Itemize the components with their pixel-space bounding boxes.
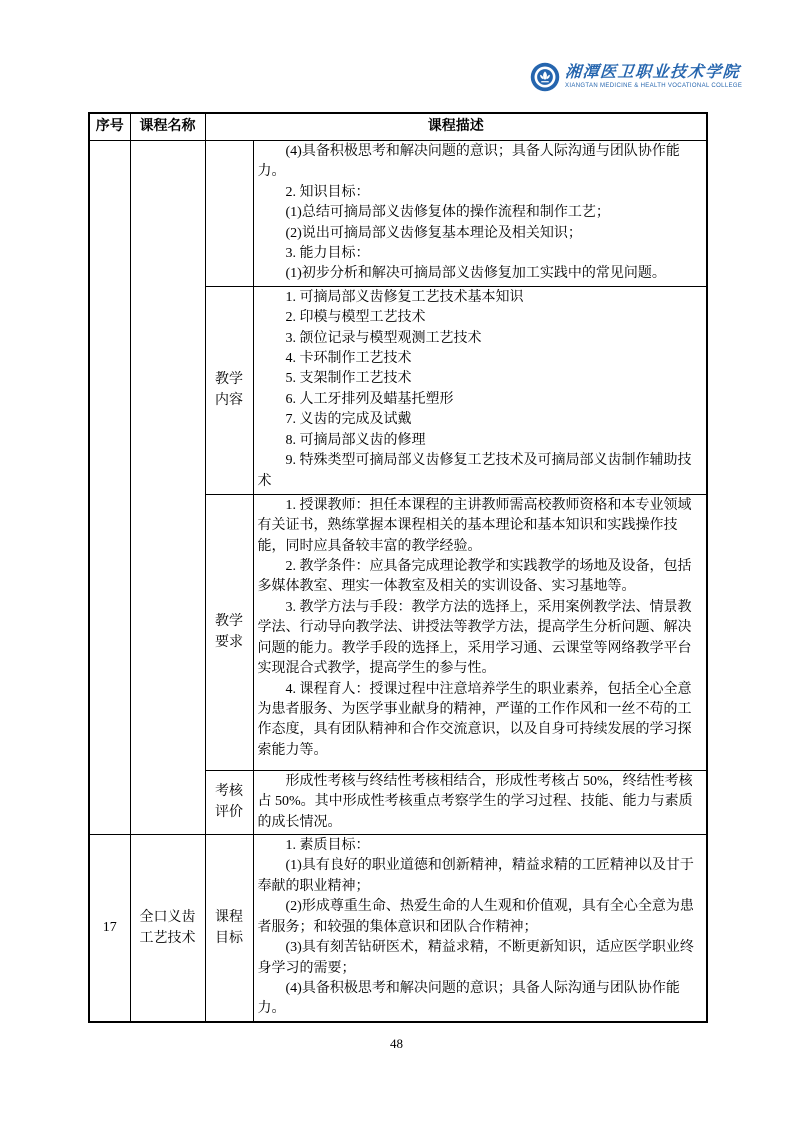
paragraph: 1. 素质目标： <box>285 838 370 854</box>
header-course-desc: 课程描述 <box>205 113 707 141</box>
teaching-requirements-label: 教学要求 <box>215 614 243 651</box>
teaching-content-cell <box>253 286 707 494</box>
paragraph: (2)说出可摘局部义齿修复基本理论及相关知识； <box>285 225 582 241</box>
paragraph: 3. 颌位记录与模型观测工艺技术 <box>285 330 482 346</box>
header-seq: 序号 <box>89 113 130 141</box>
paragraph: 4. 课程育人：授课过程中注意培养学生的职业素养，包括全心全意为患者服务、为医学事业献身的精神，严谨的工作作风和一丝不苟的工作态度，具有团队精神和合作交流意识，以及自身可持续发展的学习探索能力等。 <box>257 681 692 758</box>
course-name-cell-empty <box>130 141 205 835</box>
paragraph: (1)总结可摘局部义齿修复体的操作流程和制作工艺； <box>285 205 610 221</box>
paragraph: (4)具备积极思考和解决问题的意识；具备人际沟通与团队协作能力。 <box>257 144 680 180</box>
college-name-en: XIANGTAN MEDICINE & HEALTH VOCATIONAL COLLEGE <box>565 82 743 89</box>
paragraph: 6. 人工牙排列及蜡基托塑形 <box>285 391 454 407</box>
subrow-label-course-objectives <box>205 835 253 1023</box>
paragraph: 2. 印模与模型工艺技术 <box>285 310 426 326</box>
college-logo <box>530 62 742 92</box>
seq-cell-17: 17 <box>89 835 130 1023</box>
course-objectives-continuation-cell <box>253 141 707 287</box>
course-objectives-cell-17 <box>253 835 707 1023</box>
paragraph: 3. 教学方法与手段：教学方法的选择上，采用案例教学法、情景教学法、行动导向教学法、讲授法等教学方法，提高学生分析问题、解决问题的能力。教学手段的选择上，采用学习通、云课堂等网络教学平台实现混合式教学，提高学生的参与性。 <box>257 599 692 677</box>
page-number: 48 <box>390 1036 403 1051</box>
teaching-content-label: 教学内容 <box>215 372 243 409</box>
paragraph: 1. 授课教师：担任本课程的主讲教师需高校教师资格和本专业领域有关证书，熟练掌握本课程相关的基本理论和基本知识和实践操作技能，同时应具备较丰富的教学经验。 <box>257 497 692 554</box>
table-header-row <box>89 113 707 141</box>
paragraph: (1)初步分析和解决可摘局部义齿修复加工实践中的常见问题。 <box>285 266 666 282</box>
paragraph: 8. 可摘局部义齿的修理 <box>285 432 426 448</box>
paragraph: 7. 义齿的完成及试戴 <box>285 412 412 428</box>
paragraph: 形成性考核与终结性考核相结合，形成性考核占 50%，终结性考核占 50%。其中形成性考核重点考察学生的学习过程、技能、能力与素质的成长情况。 <box>257 773 693 830</box>
assessment-label: 考核评价 <box>215 784 243 821</box>
assessment-cell <box>253 770 707 834</box>
subrow-label-assessment <box>205 770 253 834</box>
college-name-block <box>565 65 742 89</box>
paragraph: 2. 知识目标： <box>285 184 370 200</box>
paragraph: 4. 卡环制作工艺技术 <box>285 351 412 367</box>
header-course-name: 课程名称 <box>130 113 205 141</box>
paragraph: (1)具有良好的职业道德和创新精神，精益求精的工匠精神以及甘于奉献的职业精神； <box>257 858 694 894</box>
paragraph: (2)形成尊重生命、热爱生命的人生观和价值观，具有全心全意为患者服务；和较强的集体意识和团队合作精神； <box>257 899 694 935</box>
paragraph: 2. 教学条件：应具备完成理论教学和实践教学的场地及设备，包括多媒体教室、理实一体教室及相关的实训设备、实习基地等。 <box>257 559 692 595</box>
teaching-requirements-cell <box>253 494 707 770</box>
table-row <box>89 835 707 1023</box>
paragraph: (3)具有刻苦钻研医术，精益求精，不断更新知识，适应医学职业终身学习的需要； <box>257 940 694 976</box>
seq-cell-empty <box>89 141 130 835</box>
paragraph: (4)具备积极思考和解决问题的意识；具备人际沟通与团队协作能力。 <box>257 980 680 1017</box>
course-name-cell-17 <box>130 835 205 1023</box>
college-name-zh: 湘潭医卫职业技术学院 <box>564 63 741 81</box>
course-description-table <box>88 112 708 1023</box>
course-objectives-label: 课程目标 <box>215 909 243 946</box>
paragraph: 9. 特殊类型可摘局部义齿修复工艺技术及可摘局部义齿制作辅助技术 <box>257 453 692 489</box>
course-name-label: 全口义齿工艺技术 <box>139 909 196 946</box>
table-row <box>89 141 707 287</box>
subrow-label-empty <box>205 141 253 287</box>
paragraph: 5. 支架制作工艺技术 <box>285 371 412 387</box>
subrow-label-teaching-content <box>205 286 253 494</box>
college-emblem-icon <box>530 62 560 92</box>
subrow-label-teaching-requirements <box>205 494 253 770</box>
paragraph: 1. 可摘局部义齿修复工艺技术基本知识 <box>285 289 524 305</box>
paragraph: 3. 能力目标： <box>285 246 370 262</box>
